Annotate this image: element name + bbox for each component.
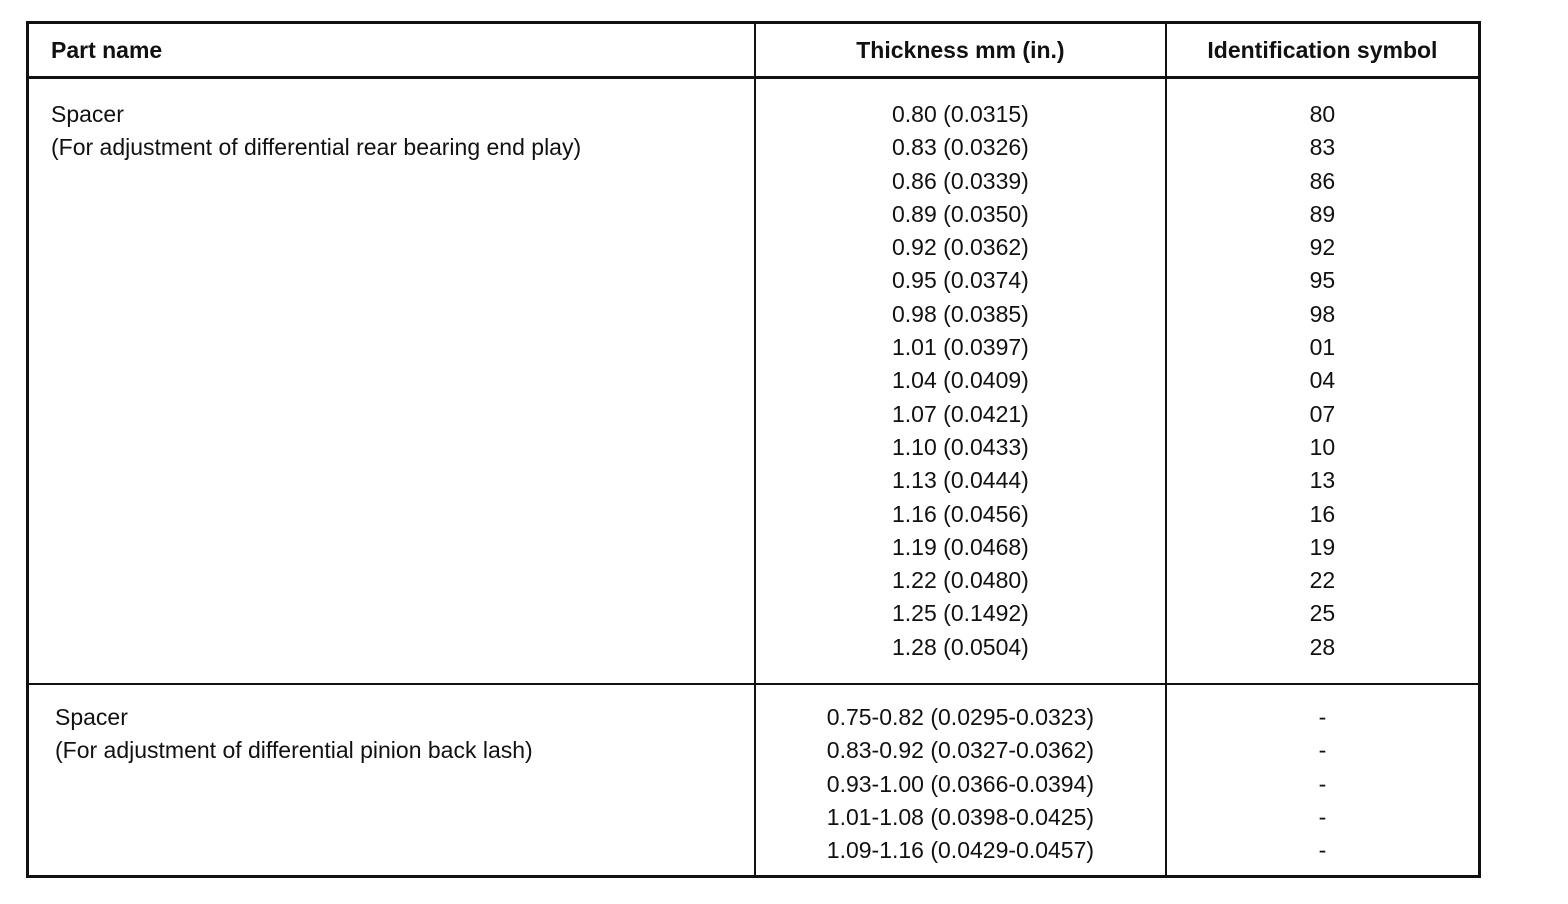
identification-symbol: 80	[1309, 101, 1336, 127]
identification-symbol: 22	[1309, 567, 1336, 594]
part-name: Spacer	[51, 101, 124, 127]
identification-symbol: 28	[1309, 633, 1336, 660]
header-part-name: Part name	[28, 23, 756, 78]
thickness-value: 1.28 (0.0504)	[892, 633, 1029, 660]
part-name-cell	[28, 684, 756, 877]
identification-symbol: 89	[1309, 200, 1336, 227]
thickness-cell	[755, 78, 1166, 685]
identification-symbol: -	[1318, 837, 1327, 864]
thickness-value: 0.75-0.82 (0.0295-0.0323)	[826, 704, 1095, 730]
identification-symbol: 07	[1309, 400, 1336, 427]
header-row	[28, 23, 1480, 78]
identification-symbol: 92	[1309, 234, 1336, 261]
thickness-value: 1.01-1.08 (0.0398-0.0425)	[826, 803, 1095, 830]
thickness-value: 1.04 (0.0409)	[892, 367, 1029, 394]
thickness-value: 0.89 (0.0350)	[892, 200, 1029, 227]
identification-symbol: 25	[1309, 600, 1336, 627]
thickness-value: 0.83 (0.0326)	[892, 134, 1029, 161]
identification-symbol: -	[1318, 803, 1327, 830]
thickness-value: 0.95 (0.0374)	[892, 267, 1029, 294]
thickness-value: 0.92 (0.0362)	[892, 234, 1029, 261]
identification-symbol: -	[1318, 770, 1327, 797]
thickness-value: 1.22 (0.0480)	[892, 567, 1029, 594]
identification-list	[1167, 79, 1478, 664]
header-identification-symbol: Identification symbol	[1166, 23, 1480, 78]
identification-symbol: 16	[1309, 500, 1336, 527]
thickness-value: 0.80 (0.0315)	[892, 101, 1029, 127]
identification-cell	[1166, 78, 1480, 685]
identification-symbol: 98	[1309, 300, 1336, 327]
thickness-value: 1.25 (0.1492)	[892, 600, 1029, 627]
header-thickness: Thickness mm (in.)	[755, 23, 1166, 78]
table-row	[28, 684, 1480, 877]
table-row	[28, 78, 1480, 685]
identification-symbol: 13	[1309, 467, 1336, 494]
thickness-value: 1.13 (0.0444)	[892, 467, 1029, 494]
thickness-value: 0.93-1.00 (0.0366-0.0394)	[826, 770, 1095, 797]
part-name: Spacer	[55, 704, 128, 730]
part-name-cell	[28, 78, 756, 685]
thickness-value: 1.10 (0.0433)	[892, 433, 1029, 460]
thickness-cell	[755, 684, 1166, 877]
identification-symbol: 04	[1309, 367, 1336, 394]
identification-symbol: 10	[1309, 433, 1336, 460]
identification-cell	[1166, 684, 1480, 877]
thickness-value: 0.86 (0.0339)	[892, 167, 1029, 194]
identification-symbol: -	[1318, 737, 1327, 764]
identification-symbol: 86	[1309, 167, 1336, 194]
part-purpose: (For adjustment of differential rear bearing end play)	[51, 134, 582, 161]
identification-symbol: 01	[1309, 334, 1336, 361]
identification-symbol: 95	[1309, 267, 1336, 294]
thickness-value: 1.07 (0.0421)	[892, 400, 1029, 427]
identification-symbol: 83	[1309, 134, 1336, 161]
spacer-spec-table	[26, 21, 1481, 878]
part-purpose: (For adjustment of differential pinion back lash)	[55, 737, 533, 764]
thickness-value: 0.98 (0.0385)	[892, 300, 1029, 327]
thickness-value: 0.83-0.92 (0.0327-0.0362)	[826, 737, 1095, 764]
thickness-value: 1.19 (0.0468)	[892, 533, 1029, 560]
thickness-value: 1.01 (0.0397)	[892, 334, 1029, 361]
thickness-list	[756, 79, 1165, 664]
identification-symbol: -	[1318, 704, 1327, 730]
thickness-value: 1.09-1.16 (0.0429-0.0457)	[826, 837, 1095, 864]
thickness-list	[756, 685, 1165, 867]
identification-symbol: 19	[1309, 533, 1336, 560]
identification-list	[1167, 685, 1478, 867]
thickness-value: 1.16 (0.0456)	[892, 500, 1029, 527]
